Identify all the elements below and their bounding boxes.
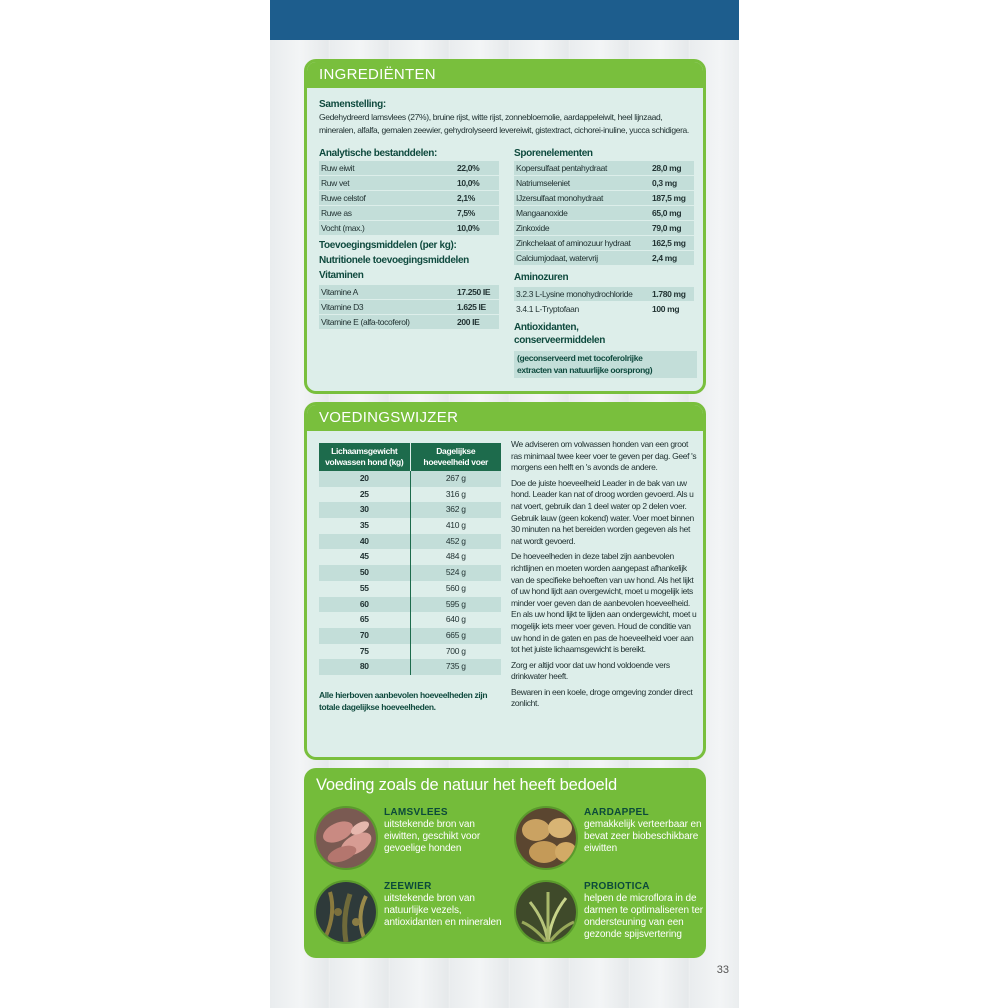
table-row <box>514 161 694 175</box>
seaweed-text <box>384 880 512 929</box>
weight-cell: 80 <box>319 659 411 675</box>
antiox-note <box>514 351 697 378</box>
ingredient-name: AARDAPPEL <box>584 807 649 818</box>
row-label: Ruw vet <box>321 178 350 188</box>
weight-cell: 40 <box>319 534 411 550</box>
table-row <box>514 176 694 190</box>
nature-panel <box>304 768 706 958</box>
ingredient-desc: gemakkelijk verteerbaar en bevat zeer biobeschikbare eiwitten <box>584 819 702 854</box>
table-row <box>514 206 694 220</box>
composition-title: Samenstelling: <box>319 99 386 110</box>
table-row <box>319 191 499 205</box>
table-row <box>514 191 694 205</box>
weight-header-line-2: volwassen hond (kg) <box>325 457 404 467</box>
row-value: 100 mg <box>652 304 680 314</box>
feeding-note: Alle hierboven aanbevolen hoeveelheden zijn totale dagelijkse hoeveelheden. <box>319 690 488 712</box>
amount-cell: 735 g <box>445 661 466 672</box>
lamb-meat-image <box>314 806 378 870</box>
feeding-instructions <box>511 439 699 714</box>
row-label: Zinkoxide <box>516 223 550 233</box>
row-value: 1.780 mg <box>652 289 686 299</box>
table-row <box>319 300 499 314</box>
amount-cell: 316 g <box>445 488 466 499</box>
table-row <box>319 581 501 597</box>
amino-table <box>514 287 694 316</box>
additives-title: Toevoegingsmiddelen (per kg): <box>319 240 457 251</box>
ingredients-panel <box>304 59 706 394</box>
row-value: 2,1% <box>457 193 475 203</box>
table-row <box>319 285 499 299</box>
trace-column <box>514 146 697 378</box>
page <box>270 0 739 1008</box>
row-label: Ruwe celstof <box>321 193 366 203</box>
table-row <box>319 471 501 487</box>
vitamins-title: Vitaminen <box>319 270 364 281</box>
feeding-panel <box>304 402 706 760</box>
antiox-title-1: Antioxidanten, <box>514 322 579 333</box>
row-value: 10,0% <box>457 178 480 188</box>
paragraph: De hoeveelheden in deze tabel zijn aanbevolen richtlijnen en moeten worden aangepast afhankelijk van de specifieke behoeften van uw hond. Als het lijkt of uw hond lijdt aan overgewicht, moet u mogelijk iets minder voer geven dan de aanbevolen hoeveelheid. En als uw hond lijkt te lijden aan ondergewicht, moet u mogelijk iets meer voer geven. Houd de conditie van uw hond in de gaten en pas de hoeveelheid voer aan tot het juiste lichaamsgewicht is bereikt. <box>511 551 697 655</box>
amount-cell: 595 g <box>445 598 466 609</box>
table-row <box>319 565 501 581</box>
amount-header-line-2: hoeveelheid voer <box>423 457 489 467</box>
row-value: 200 IE <box>457 317 480 327</box>
paragraph: Doe de juiste hoeveelheid Leader in de bak van uw hond. Leader kan nat of droog worden gevoerd. Als u nat voert, gebruik dan 1 deel water op 2 delen voer. Gebruik lauw (geen kokend) water. Voer moet binnen 30 minuten na het bereiden worden gegeven als het nat wordt gevoerd. <box>511 477 694 546</box>
composition <box>319 98 699 137</box>
composition-text: Gedehydreerd lamsvlees (27%), bruine rijst, witte rijst, zonnebloemolie, aardappeleiwit, heel lijnzaad, mineralen, alfalfa, gemalen zeewier, gehydrolyseerd levereiwit, gistextract, cichorei-inuline, yucca schidigera. <box>319 112 689 135</box>
row-value: 79,0 mg <box>652 223 682 233</box>
page-number: 33 <box>716 964 729 976</box>
table-row <box>319 549 501 565</box>
amount-header-line-1: Dagelijkse <box>436 446 476 456</box>
table-row <box>319 221 499 235</box>
row-value: 10,0% <box>457 223 480 233</box>
weight-header-line-1: Lichaamsgewicht <box>331 446 398 456</box>
nutritional-title: Nutritionele toevoegingsmiddelen <box>319 255 469 266</box>
weight-cell: 60 <box>319 597 411 613</box>
amount-cell: 362 g <box>445 504 466 515</box>
table-row <box>514 221 694 235</box>
amount-cell: 484 g <box>445 551 466 562</box>
ingredient-name: ZEEWIER <box>384 881 432 892</box>
potato-image <box>514 806 578 870</box>
lamb-text <box>384 806 512 855</box>
probiotics-image <box>514 880 578 944</box>
weight-cell: 65 <box>319 612 411 628</box>
ingredient-name: LAMSVLEES <box>384 807 448 818</box>
weight-cell: 45 <box>319 549 411 565</box>
paragraph: We adviseren om volwassen honden van een groot ras minimaal twee keer voer te geven per dag. Geef 's morgens een helft en 's avonds de andere. <box>511 439 697 473</box>
table-row <box>319 161 499 175</box>
row-value: 28,0 mg <box>652 163 682 173</box>
weight-cell: 70 <box>319 628 411 644</box>
amount-cell: 560 g <box>445 582 466 593</box>
paragraph: Bewaren in een koele, droge omgeving zonder direct zonlicht. <box>511 686 693 709</box>
table-row <box>319 487 501 503</box>
table-row <box>319 612 501 628</box>
row-label: Kopersulfaat pentahydraat <box>516 163 607 173</box>
table-row <box>319 315 499 329</box>
table-row <box>319 597 501 613</box>
row-label: Mangaanoxide <box>516 208 568 218</box>
table-row <box>514 287 694 301</box>
paragraph: Zorg er altijd voor dat uw hond voldoende vers drinkwater heeft. <box>511 659 670 682</box>
table-row <box>319 518 501 534</box>
analytic-title: Analytische bestanddelen: <box>319 148 437 159</box>
weight-cell: 20 <box>319 471 411 487</box>
table-row <box>319 176 499 190</box>
row-value: 0,3 mg <box>652 178 677 188</box>
feeding-header: VOEDINGSWIJZER <box>307 405 703 431</box>
row-label: Zinkchelaat of aminozuur hydraat <box>516 238 631 248</box>
amount-cell: 700 g <box>445 645 466 656</box>
amino-title: Aminozuren <box>514 272 569 283</box>
weight-cell: 50 <box>319 565 411 581</box>
probiotics-text <box>584 880 712 941</box>
row-value: 1.625 IE <box>457 302 486 312</box>
table-row <box>319 502 501 518</box>
trace-table <box>514 161 694 265</box>
weight-cell: 55 <box>319 581 411 597</box>
row-label: Vitamine A <box>321 287 358 297</box>
row-label: IJzersulfaat monohydraat <box>516 193 604 203</box>
row-value: 17.250 IE <box>457 287 491 297</box>
potato-text <box>584 806 712 855</box>
table-row <box>319 659 501 675</box>
seaweed-image <box>314 880 378 944</box>
amount-cell: 665 g <box>445 629 466 640</box>
table-row <box>514 236 694 250</box>
table-row <box>319 534 501 550</box>
weight-cell: 30 <box>319 502 411 518</box>
row-value: 2,4 mg <box>652 253 677 263</box>
weight-cell: 25 <box>319 487 411 503</box>
antiox-note-line-2: extracten van natuurlijke oorsprong) <box>517 364 653 375</box>
row-label: 3.4.1 L-Tryptofaan <box>516 304 579 314</box>
row-label: Vitamine D3 <box>321 302 364 312</box>
ingredient-name: PROBIOTICA <box>584 881 650 892</box>
ingredient-desc: uitstekende bron van eiwitten, geschikt voor gevoelige honden <box>384 819 481 854</box>
table-row <box>319 644 501 660</box>
antiox-title-2: conserveermiddelen <box>514 335 605 346</box>
trace-title: Sporenelementen <box>514 148 593 159</box>
row-label: Vocht (max.) <box>321 223 365 233</box>
row-label: Ruw eiwit <box>321 163 355 173</box>
amount-cell: 524 g <box>445 567 466 578</box>
amount-cell: 640 g <box>445 614 466 625</box>
nature-title: Voeding zoals de natuur het heeft bedoeld <box>316 776 617 794</box>
ingredient-desc: uitstekende bron van natuurlijke vezels, antioxidanten en mineralen <box>384 893 502 928</box>
table-row <box>319 206 499 220</box>
table-row <box>319 628 501 644</box>
amount-cell: 267 g <box>445 473 466 483</box>
row-label: Natriumseleniet <box>516 178 570 188</box>
row-label: Vitamine E (alfa-tocoferol) <box>321 317 410 327</box>
row-value: 65,0 mg <box>652 208 682 218</box>
weight-cell: 35 <box>319 518 411 534</box>
amount-cell: 410 g <box>445 520 466 531</box>
ingredients-header: INGREDIËNTEN <box>307 62 703 88</box>
analytic-column <box>319 146 505 330</box>
feeding-table-header <box>319 443 501 471</box>
table-row <box>514 302 694 316</box>
ingredient-desc: helpen de microflora in de darmen te optimaliseren ter ondersteuning van een gezonde spijsvertering <box>584 893 704 940</box>
row-label: 3.2.3 L-Lysine monohydrochloride <box>516 289 633 299</box>
row-value: 187,5 mg <box>652 193 686 203</box>
weight-column-header <box>319 443 411 471</box>
amount-column-header <box>411 443 502 471</box>
weight-cell: 75 <box>319 644 411 660</box>
analytic-table <box>319 161 499 235</box>
row-value: 7,5% <box>457 208 475 218</box>
amount-cell: 452 g <box>445 535 466 546</box>
table-row <box>514 251 694 265</box>
row-value: 162,5 mg <box>652 238 686 248</box>
feeding-table <box>319 443 501 675</box>
vitamins-table <box>319 285 499 329</box>
row-value: 22,0% <box>457 163 480 173</box>
row-label: Calciumjodaat, watervrij <box>516 253 598 263</box>
antiox-note-line-1: (geconserveerd met tocoferolrijke <box>517 353 643 363</box>
top-bar <box>270 0 739 40</box>
row-label: Ruwe as <box>321 208 352 218</box>
